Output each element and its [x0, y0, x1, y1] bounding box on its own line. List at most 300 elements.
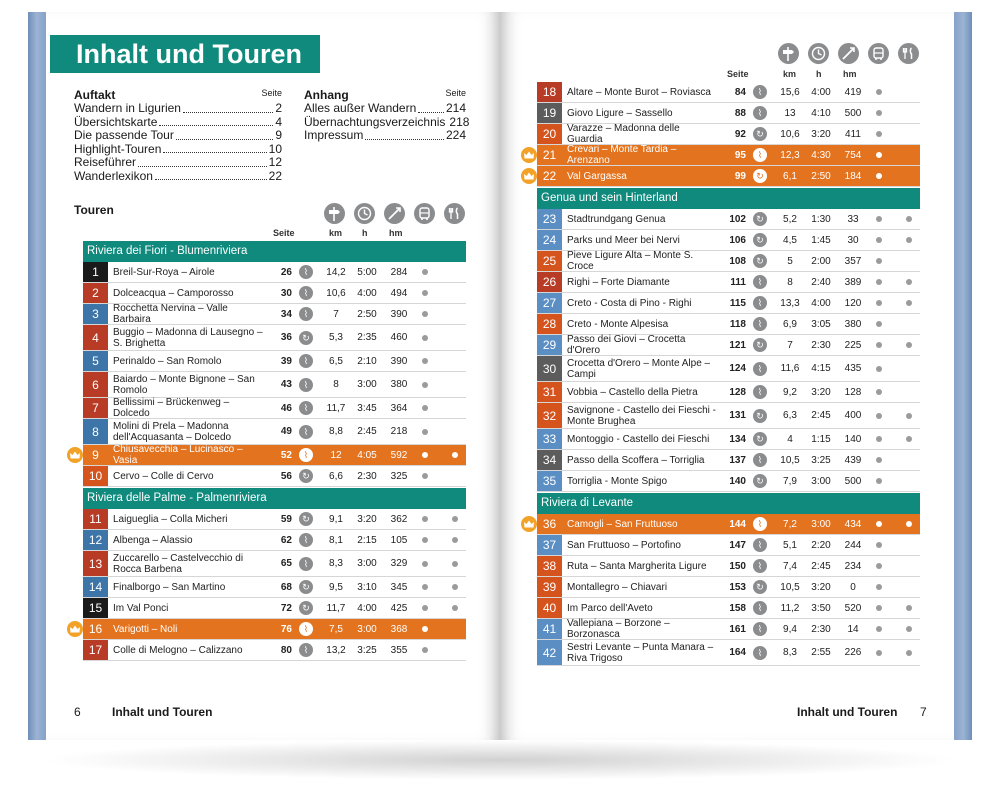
- tour-elevation: 434: [844, 518, 862, 530]
- tour-name[interactable]: Passo dei Giovi – Crocetta d'Orero: [567, 334, 686, 356]
- tour-page: 62: [280, 534, 292, 546]
- tour-number: 10: [83, 466, 108, 486]
- restaurant-available-dot: [452, 605, 458, 611]
- tour-elevation: 754: [844, 149, 862, 161]
- tour-row[interactable]: [537, 619, 920, 640]
- highlight-crown-icon: [67, 621, 83, 637]
- tours-table-left: [83, 240, 466, 661]
- tour-hours: 3:05: [811, 318, 831, 330]
- tour-row[interactable]: [537, 124, 920, 145]
- tour-name[interactable]: Righi – Forte Diamante: [567, 276, 670, 288]
- clock-icon: [808, 43, 829, 64]
- restaurant-available-dot: [906, 605, 912, 611]
- bus-available-dot: [876, 152, 882, 158]
- tours-table-right: [537, 82, 920, 666]
- loop-route-icon: ↻: [299, 512, 313, 526]
- tour-name[interactable]: Giovo Ligure – Sassello: [567, 107, 673, 119]
- tour-hours: 2:10: [357, 355, 377, 367]
- tour-number: 19: [537, 103, 562, 123]
- tour-number: 4: [83, 325, 108, 350]
- tour-row[interactable]: [537, 230, 920, 251]
- signpost-icon: [324, 203, 345, 224]
- zigzag-route-icon: ⌇: [753, 559, 767, 573]
- footer-page-number-left: 6: [74, 705, 81, 719]
- tour-page: 46: [280, 402, 292, 414]
- tour-row[interactable]: [537, 82, 920, 103]
- toc-auftakt-heading: Auftakt: [74, 88, 116, 102]
- tour-name[interactable]: Colle di Melogno – Calizzano: [113, 644, 243, 656]
- tour-row[interactable]: [83, 325, 466, 351]
- tour-name[interactable]: Vobbia – Castello della Pietra: [567, 386, 698, 398]
- tour-page: 30: [280, 287, 292, 299]
- tour-number: 29: [537, 335, 562, 355]
- tour-name[interactable]: Rocchetta Nervina – Valle Barbaira: [113, 303, 228, 325]
- tour-hours: 3:25: [357, 644, 377, 656]
- tour-row[interactable]: [537, 314, 920, 335]
- tour-number: 16: [83, 619, 108, 639]
- tour-name[interactable]: Perinaldo – San Romolo: [113, 355, 222, 367]
- tour-row[interactable]: [83, 283, 466, 304]
- tour-elevation: 355: [390, 644, 408, 656]
- tour-name[interactable]: Torriglia - Monte Spigo: [567, 475, 668, 487]
- tour-elevation: 184: [844, 170, 862, 182]
- tour-row[interactable]: [83, 598, 466, 619]
- highlight-crown-icon: [521, 168, 537, 184]
- tour-number: 37: [537, 535, 562, 555]
- toc-dot-leader: [176, 129, 273, 140]
- tour-km: 11,2: [780, 602, 800, 614]
- tour-number: 39: [537, 577, 562, 597]
- tour-elevation: 411: [845, 128, 861, 140]
- tour-row[interactable]: [83, 551, 466, 577]
- tour-number: 17: [83, 640, 108, 660]
- tour-name[interactable]: Montallegro – Chiavari: [567, 581, 668, 593]
- loop-route-icon: ↻: [753, 127, 767, 141]
- tour-name[interactable]: Dolceacqua – Camporosso: [113, 287, 234, 299]
- signpost-icon: [778, 43, 799, 64]
- tour-row[interactable]: [83, 262, 466, 283]
- tour-elevation: 225: [844, 339, 862, 351]
- loop-route-icon: ↻: [753, 233, 767, 247]
- tour-km: 8,8: [329, 426, 343, 437]
- tour-row[interactable]: [83, 304, 466, 325]
- tour-row[interactable]: [83, 351, 466, 372]
- tour-name[interactable]: Val Gargassa: [567, 170, 627, 182]
- tour-hours: 3:00: [811, 475, 831, 487]
- tour-name[interactable]: Laigueglia – Colla Micheri: [113, 513, 228, 525]
- toc-entry[interactable]: [74, 156, 282, 170]
- ascent-icon: [838, 43, 859, 64]
- tour-elevation: 218: [390, 426, 408, 437]
- col-header-km: km: [329, 228, 343, 238]
- restaurant-available-dot: [906, 413, 912, 419]
- tour-name[interactable]: Baiardo – Monte Bignone – San Romolo: [113, 373, 255, 396]
- tour-km: 12,3: [780, 149, 800, 161]
- tour-km: 4,5: [783, 234, 797, 246]
- tour-elevation: 357: [844, 255, 862, 267]
- tour-name[interactable]: Buggio – Madonna di Lausegno – S. Brighetta: [113, 326, 263, 349]
- bus-available-dot: [876, 216, 882, 222]
- tour-hours: 3:45: [357, 402, 377, 414]
- tour-page: 59: [280, 513, 292, 525]
- restaurant-available-dot: [906, 342, 912, 348]
- zigzag-route-icon: ⌇: [299, 557, 313, 571]
- tour-row[interactable]: [83, 640, 466, 661]
- tour-name[interactable]: San Fruttuoso – Portofino: [567, 539, 681, 551]
- tour-page: 124: [729, 363, 746, 374]
- bus-available-dot: [876, 131, 882, 137]
- tour-hours: 1:45: [811, 234, 831, 246]
- tour-elevation: 380: [390, 379, 408, 390]
- bus-available-dot: [876, 650, 882, 656]
- zigzag-route-icon: ⌇: [299, 265, 313, 279]
- tour-page: 52: [280, 449, 292, 461]
- restaurant-available-dot: [906, 279, 912, 285]
- tour-row[interactable]: [537, 209, 920, 230]
- tour-name[interactable]: Sestri Levante – Punta Manara – Riva Trigoso: [567, 641, 714, 664]
- tour-row[interactable]: [83, 398, 466, 419]
- tour-row[interactable]: [537, 429, 920, 450]
- tour-elevation: 419: [844, 86, 862, 98]
- col-header-seite: Seite: [273, 228, 295, 238]
- tour-hours: 2:45: [357, 426, 377, 437]
- tour-number: 42: [537, 640, 562, 665]
- toc-entry-page: 4: [275, 114, 282, 129]
- bus-available-dot: [422, 626, 428, 632]
- bus-available-dot: [876, 300, 882, 306]
- tour-name[interactable]: Finalborgo – San Martino: [113, 581, 226, 593]
- tour-name[interactable]: Passo della Scoffera – Torriglia: [567, 454, 705, 466]
- bus-available-dot: [876, 542, 882, 548]
- tour-km: 6,1: [783, 170, 797, 182]
- tour-row[interactable]: [537, 640, 920, 666]
- toc-entry-page: 214: [445, 101, 466, 115]
- tour-km: 5,3: [329, 332, 343, 343]
- zigzag-route-icon: ⌇: [299, 448, 313, 462]
- tour-km: 8,1: [329, 534, 343, 546]
- toc-entry[interactable]: [74, 129, 282, 143]
- tour-row[interactable]: [537, 251, 920, 272]
- bus-available-dot: [422, 405, 428, 411]
- tour-name[interactable]: Creto - Monte Alpesisa: [567, 318, 669, 330]
- tour-hours: 4:15: [811, 363, 831, 374]
- tour-row[interactable]: [537, 556, 920, 577]
- restaurant-available-dot: [452, 516, 458, 522]
- tour-page: 76: [280, 623, 292, 635]
- tour-hours: 3:20: [811, 581, 831, 593]
- bus-available-dot: [422, 429, 428, 435]
- tour-number: 25: [537, 251, 562, 271]
- toc-entry-label: Übernachtungsverzeichnis: [304, 114, 446, 129]
- zigzag-route-icon: ⌇: [753, 622, 767, 636]
- toc-entry-label: Highlight-Touren: [74, 141, 162, 156]
- tour-row[interactable]: [537, 450, 920, 471]
- toc-entry-page: 9: [275, 128, 282, 142]
- bus-available-dot: [422, 382, 428, 388]
- tour-km: 10,6: [326, 287, 346, 299]
- tour-name[interactable]: Im Parco dell'Aveto: [567, 602, 653, 614]
- tour-hours: 2:35: [357, 332, 377, 343]
- tour-hours: 3:50: [811, 602, 831, 614]
- section-header: Riviera delle Palme - Palmenriviera: [83, 488, 466, 509]
- tour-name[interactable]: Molini di Prela – Madonna dell'Acquasanta – Dolcedo: [113, 420, 232, 443]
- col-header-h: h: [816, 69, 822, 79]
- toc-entry[interactable]: [74, 143, 282, 157]
- tour-km: 10,5: [780, 454, 800, 466]
- tour-number: 2: [83, 283, 108, 303]
- tour-page: 36: [280, 332, 292, 343]
- zigzag-route-icon: ⌇: [299, 307, 313, 321]
- tour-hours: 4:10: [811, 107, 831, 119]
- tour-elevation: 30: [847, 234, 859, 246]
- tour-page: 153: [729, 581, 746, 593]
- loop-route-icon: ↻: [753, 212, 767, 226]
- restaurant-icon: [898, 43, 919, 64]
- tour-hours: 3:00: [357, 379, 377, 390]
- tour-page: 65: [280, 558, 292, 569]
- tour-page: 26: [280, 266, 292, 278]
- tour-name[interactable]: Vallepiana – Borzone – Borzonasca: [567, 618, 670, 640]
- tour-km: 5,1: [783, 539, 797, 551]
- tour-row[interactable]: [537, 272, 920, 293]
- tour-row[interactable]: [537, 145, 920, 166]
- tour-km: 13,2: [326, 644, 346, 656]
- tour-hours: 2:45: [811, 560, 831, 572]
- tour-elevation: 140: [844, 433, 862, 445]
- tour-name[interactable]: Bellissimi – Brückenweg – Dolcedo: [113, 397, 230, 419]
- tour-hours: 2:45: [811, 410, 831, 421]
- tour-name[interactable]: Creto - Costa di Pino - Righi: [567, 297, 692, 309]
- tour-number: 15: [83, 598, 108, 618]
- tour-elevation: 520: [844, 602, 862, 614]
- tour-number: 20: [537, 124, 562, 144]
- tour-elevation: 389: [844, 276, 862, 288]
- bus-available-dot: [422, 516, 428, 522]
- bus-available-dot: [876, 478, 882, 484]
- bus-available-dot: [876, 413, 882, 419]
- tour-elevation: 284: [390, 266, 408, 278]
- zigzag-route-icon: ⌇: [299, 425, 313, 439]
- loop-route-icon: ↻: [753, 580, 767, 594]
- tour-number: 28: [537, 314, 562, 334]
- loop-route-icon: ↻: [753, 169, 767, 183]
- tour-number: 41: [537, 619, 562, 639]
- tour-page: 108: [729, 255, 746, 267]
- tour-page: 99: [734, 170, 746, 182]
- tours-heading: Touren: [74, 203, 114, 217]
- tour-number: 31: [537, 382, 562, 402]
- restaurant-available-dot: [906, 436, 912, 442]
- toc-entry[interactable]: [304, 102, 466, 116]
- restaurant-available-dot: [452, 584, 458, 590]
- tour-name[interactable]: Savignone - Castello dei Fieschi - Monte Brughea: [567, 404, 716, 427]
- tour-name[interactable]: Montoggio - Castello dei Fieschi: [567, 433, 710, 445]
- tour-page: 137: [729, 454, 746, 466]
- tour-number: 24: [537, 230, 562, 250]
- bus-available-dot: [876, 321, 882, 327]
- tour-name[interactable]: Parks und Meer bei Nervi: [567, 234, 680, 246]
- tour-elevation: 400: [844, 410, 862, 421]
- tour-name[interactable]: Crevari – Monte Tardia – Arenzano: [567, 144, 677, 166]
- loop-route-icon: ↻: [299, 601, 313, 615]
- tour-name[interactable]: Chiusavecchia – Lucinasco – Vasia: [113, 444, 243, 466]
- bus-available-dot: [876, 389, 882, 395]
- tour-elevation: 592: [390, 449, 408, 461]
- bus-available-dot: [876, 457, 882, 463]
- tour-row[interactable]: [83, 530, 466, 551]
- tour-page: 34: [280, 308, 292, 320]
- tour-name[interactable]: Cervo – Colle di Cervo: [113, 470, 214, 482]
- tour-name[interactable]: Altare – Monte Burot – Roviasca: [567, 86, 711, 98]
- tour-number: 9: [83, 445, 108, 465]
- toc-entry-label: Wanderlexikon: [74, 168, 153, 183]
- toc-entry-label: Die passende Tour: [74, 128, 174, 142]
- tour-page: 111: [730, 276, 746, 288]
- tour-row[interactable]: [537, 514, 920, 535]
- tour-row[interactable]: [537, 382, 920, 403]
- tour-name[interactable]: Camogli – San Fruttuoso: [567, 518, 678, 530]
- tour-elevation: 500: [844, 107, 862, 119]
- tour-row[interactable]: [83, 619, 466, 640]
- tour-name[interactable]: Stadtrundgang Genua: [567, 213, 666, 225]
- tour-row[interactable]: [83, 509, 466, 530]
- toc-entry-label: Reiseführer: [74, 155, 137, 169]
- tour-name[interactable]: Varigotti – Noli: [113, 623, 178, 635]
- tour-row[interactable]: [83, 372, 466, 398]
- tour-elevation: 390: [390, 308, 408, 320]
- tour-elevation: 380: [844, 318, 862, 330]
- toc-entry-page: 2: [275, 101, 282, 115]
- tour-row[interactable]: [83, 419, 466, 445]
- tour-elevation: 14: [847, 623, 859, 635]
- tour-row[interactable]: [537, 335, 920, 356]
- tour-row[interactable]: [83, 577, 466, 598]
- tour-km: 10,6: [780, 128, 800, 140]
- clock-icon: [354, 203, 375, 224]
- tour-row[interactable]: [537, 356, 920, 382]
- loop-route-icon: ↻: [753, 254, 767, 268]
- highlight-crown-icon: [521, 147, 537, 163]
- zigzag-route-icon: ⌇: [299, 286, 313, 300]
- tour-hours: 2:55: [811, 647, 831, 658]
- tour-name[interactable]: Albenga – Alassio: [113, 534, 193, 546]
- tour-elevation: 120: [844, 297, 862, 309]
- tour-elevation: 128: [844, 386, 862, 398]
- tour-page: 49: [280, 426, 292, 437]
- restaurant-icon: [444, 203, 465, 224]
- zigzag-route-icon: ⌇: [299, 401, 313, 415]
- tour-hours: 1:30: [811, 213, 831, 225]
- tour-row[interactable]: [537, 166, 920, 187]
- tour-number: 12: [83, 530, 108, 550]
- tour-elevation: 362: [390, 513, 408, 525]
- tour-page: 43: [280, 379, 292, 390]
- tour-name[interactable]: Ruta – Santa Margherita Ligure: [567, 560, 707, 572]
- zigzag-route-icon: ⌇: [753, 362, 767, 376]
- bus-available-dot: [876, 173, 882, 179]
- tour-name[interactable]: Varazze – Madonna delle Guardia: [567, 123, 680, 145]
- tour-row[interactable]: [537, 103, 920, 124]
- col-header-hm: hm: [389, 228, 403, 238]
- tour-name[interactable]: Pieve Ligure Alta – Monte S. Croce: [567, 250, 694, 272]
- tour-name[interactable]: Im Val Ponci: [113, 602, 169, 614]
- section-header: Genua und sein Hinterland: [537, 188, 920, 209]
- toc-anhang-seite-label: Seite: [445, 88, 466, 98]
- tour-km: 4: [787, 433, 793, 445]
- toc-entry-page: 224: [445, 128, 466, 142]
- tour-row[interactable]: [83, 445, 466, 466]
- tour-hours: 2:30: [811, 339, 831, 351]
- bus-available-dot: [876, 605, 882, 611]
- highlight-crown-icon: [521, 516, 537, 532]
- section-header: Riviera dei Fiori - Blumenriviera: [83, 241, 466, 262]
- toc-entry[interactable]: [74, 170, 282, 184]
- tour-elevation: 105: [390, 534, 408, 546]
- tour-hours: 2:40: [811, 276, 831, 288]
- bus-available-dot: [876, 342, 882, 348]
- tour-km: 7: [787, 339, 793, 351]
- tour-row[interactable]: [537, 598, 920, 619]
- tour-km: 8,3: [329, 558, 343, 569]
- tour-elevation: 368: [390, 623, 408, 635]
- tour-hours: 2:50: [357, 308, 377, 320]
- tour-km: 11,7: [326, 602, 346, 614]
- tour-km: 6,3: [783, 410, 797, 421]
- tour-km: 12: [330, 449, 342, 461]
- bus-available-dot: [876, 366, 882, 372]
- tour-row[interactable]: [537, 471, 920, 492]
- tour-row[interactable]: [537, 535, 920, 556]
- col-header-hm: hm: [843, 69, 857, 79]
- loop-route-icon: ↻: [299, 331, 313, 345]
- tour-page: 115: [729, 297, 746, 309]
- tour-page: 106: [729, 234, 746, 246]
- bus-available-dot: [876, 237, 882, 243]
- zigzag-route-icon: ⌇: [753, 106, 767, 120]
- tour-number: 26: [537, 272, 562, 292]
- bus-available-dot: [422, 584, 428, 590]
- tour-name[interactable]: Breil-Sur-Roya – Airole: [113, 266, 215, 278]
- toc-dot-leader: [138, 156, 267, 167]
- tour-row[interactable]: [537, 577, 920, 598]
- bus-available-dot: [422, 335, 428, 341]
- tour-name[interactable]: Zuccarello – Castelvecchio di Rocca Barbena: [113, 552, 244, 575]
- tour-row[interactable]: [537, 293, 920, 314]
- toc-entry[interactable]: [304, 129, 466, 143]
- tour-page: 39: [280, 355, 292, 367]
- tour-row[interactable]: [537, 403, 920, 429]
- tour-elevation: 425: [390, 602, 408, 614]
- loop-route-icon: ↻: [753, 338, 767, 352]
- restaurant-available-dot: [906, 650, 912, 656]
- tour-row[interactable]: [83, 466, 466, 487]
- bus-available-dot: [422, 358, 428, 364]
- tour-page: 150: [729, 560, 746, 572]
- footer-page-number-right: 7: [920, 705, 927, 719]
- tour-name[interactable]: Crocetta d'Orero – Monte Alpe – Campi: [567, 357, 711, 380]
- loop-route-icon: ↻: [299, 469, 313, 483]
- bus-icon: [414, 203, 435, 224]
- tour-hours: 4:00: [811, 86, 831, 98]
- toc-entry[interactable]: [74, 102, 282, 116]
- tour-number: 38: [537, 556, 562, 576]
- tour-number: 14: [83, 577, 108, 597]
- tour-page: 128: [729, 386, 746, 398]
- tour-km: 9,2: [783, 386, 797, 398]
- toc-entry[interactable]: [74, 116, 282, 130]
- toc-entry[interactable]: [304, 114, 470, 130]
- tour-hours: 2:20: [811, 539, 831, 551]
